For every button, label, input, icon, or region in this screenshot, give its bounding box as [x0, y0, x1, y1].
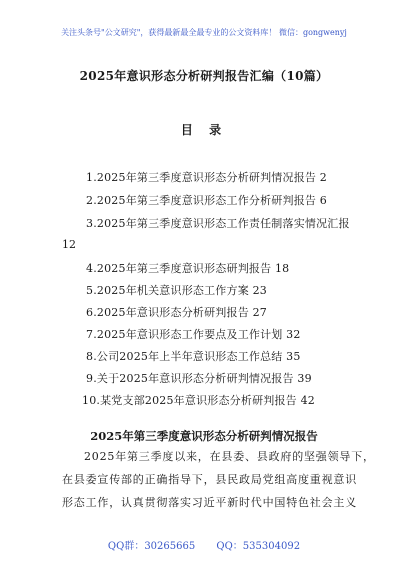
document-title: 2025年意识形态分析研判报告汇编（10篇） [79, 69, 329, 83]
toc-entry[interactable]: 2.2025年第三季度意识形态工作分析研判报告 6 [86, 194, 327, 207]
body-paragraph [62, 445, 375, 514]
toc-entry[interactable]: 5.2025年机关意识形态工作方案 23 [86, 284, 267, 297]
toc-entry[interactable]: 10.某党支部2025年意识形态分析研判报告 42 [82, 394, 315, 407]
body-line: 形态工作，认真贯彻落实习近平新时代中国特色社会主义 [62, 496, 357, 509]
toc-entry[interactable]: 9.关于2025年意识形态分析研判情况报告 39 [86, 372, 312, 385]
qq-contact-label: QQ：535304092 [216, 541, 301, 552]
toc-heading: 目 录 [180, 123, 228, 137]
body-line: 在县委宣传部的正确指导下，县民政局党组高度重视意识 [62, 473, 357, 486]
toc-entry[interactable]: 7.2025年意识形态工作要点及工作计划 32 [86, 328, 301, 341]
toc-entry[interactable]: 3.2025年第三季度意识形态工作责任制落实情况汇报 [86, 217, 350, 230]
toc-entry-page-number: 12 [62, 238, 76, 251]
body-line: 2025年第三季度以来，在县委、县政府的坚强领导下， [84, 450, 375, 463]
toc-entry[interactable]: 6.2025年意识形态分析研判报告 27 [86, 306, 267, 319]
page-footer [0, 537, 408, 552]
toc-entry[interactable]: 1.2025年第三季度意识形态分析研判情况报告 2 [86, 171, 327, 184]
toc-entry[interactable]: 4.2025年第三季度意识形态研判报告 18 [86, 262, 290, 275]
promo-banner: 关注头条号"公文研究"，获得最新最全最专业的公文资料库！ 微信：gongwenyj [61, 28, 347, 37]
section-title: 2025年第三季度意识形态分析研判情况报告 [90, 429, 318, 443]
toc-entry[interactable]: 8.公司2025年上半年意识形态工作总结 35 [86, 350, 301, 363]
qq-group-label: QQ群：30265665 [107, 541, 196, 552]
